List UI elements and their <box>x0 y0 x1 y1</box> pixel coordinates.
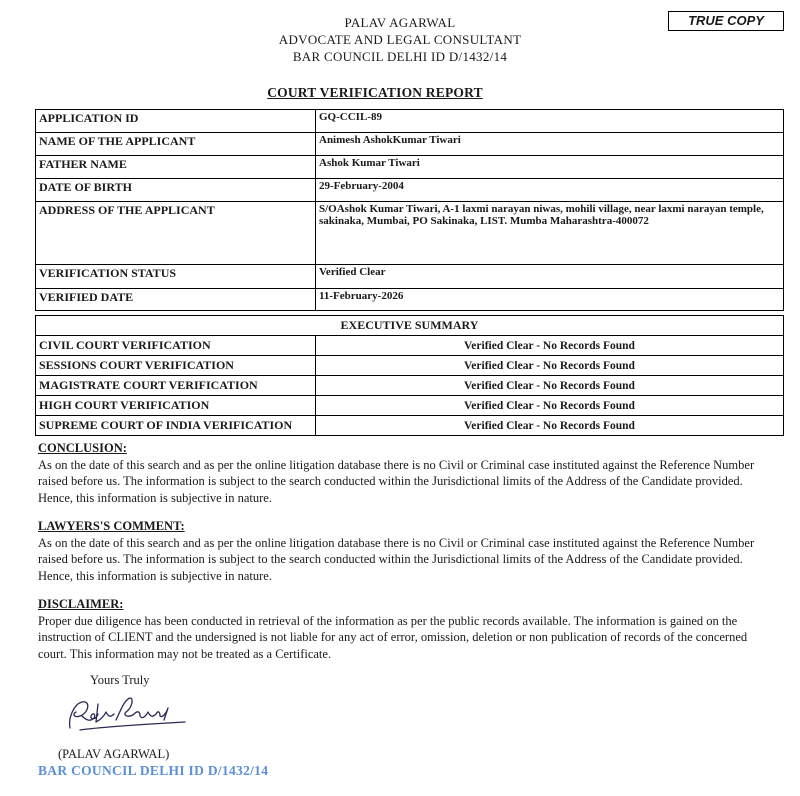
verification-status-value: Verified Clear <box>316 265 784 289</box>
handwritten-signature <box>60 690 190 740</box>
verified-date-value: 11-February-2026 <box>316 289 784 311</box>
table-row <box>36 289 784 311</box>
conclusion-heading: CONCLUSION: <box>38 441 127 455</box>
conclusion-text: As on the date of this search and as per the online litigation database there is no Civil or Criminal case instituted against the Reference Number raised before us. The information is subject to the search conducted within the Jurisdictional limits of the Address of the Candidate provided. Hence, this information is subjective in nature. <box>38 457 755 505</box>
table-row <box>36 156 784 179</box>
court-label: SESSIONS COURT VERIFICATION <box>36 356 316 376</box>
father-name-label: FATHER NAME <box>36 156 316 179</box>
executive-summary-title: EXECUTIVE SUMMARY <box>36 316 784 336</box>
father-name-value: Ashok Kumar Tiwari <box>316 156 784 179</box>
applicant-name-value: Animesh AshokKumar Tiwari <box>316 133 784 156</box>
executive-summary-table <box>35 315 784 436</box>
table-row <box>36 376 784 396</box>
report-title: COURT VERIFICATION REPORT <box>267 85 483 100</box>
table-row <box>36 336 784 356</box>
table-row <box>36 110 784 133</box>
lawyers-comment-text: As on the date of this search and as per the online litigation database there is no Civil or Criminal case instituted against the Reference Number raised before us. The information is subject to the search conducted within the Jurisdictional limits of the Address of the Candidate provided. Hence, this information is subjective in nature. <box>38 535 755 583</box>
application-id-label: APPLICATION ID <box>36 110 316 133</box>
table-row <box>36 179 784 202</box>
advocate-name: PALAV AGARWAL <box>344 15 456 30</box>
table-row <box>36 316 784 336</box>
court-result: Verified Clear - No Records Found <box>316 376 784 396</box>
applicant-name-label: NAME OF THE APPLICANT <box>36 133 316 156</box>
court-label: SUPREME COURT OF INDIA VERIFICATION <box>36 416 316 436</box>
table-row <box>36 133 784 156</box>
table-row <box>36 265 784 289</box>
closing-text: Yours Truly <box>90 673 150 687</box>
advocate-bar-id: BAR COUNCIL DELHI ID D/1432/14 <box>292 49 508 64</box>
court-label: MAGISTRATE COURT VERIFICATION <box>36 376 316 396</box>
table-row <box>36 396 784 416</box>
verified-date-label: VERIFIED DATE <box>36 289 316 311</box>
disclaimer-heading: DISCLAIMER: <box>38 597 124 611</box>
true-copy-stamp: TRUE COPY <box>668 11 784 31</box>
court-result: Verified Clear - No Records Found <box>316 416 784 436</box>
court-label: CIVIL COURT VERIFICATION <box>36 336 316 356</box>
disclaimer-text: Proper due diligence has been conducted in retrieval of the information as per the public records available. The information is gained on the instruction of CLIENT and the undersigned is not liable for any act of error, omission, deletion or non publication of records of the concerned court. This information may not be treated as a Certificate. <box>38 613 748 661</box>
address-value: S/OAshok Kumar Tiwari, A-1 laxmi narayan niwas, mohili village, near laxmi narayan temple, sakinaka, Mumbai, PO Sakinaka, LIST. Mumba Maharashtra-400072 <box>316 202 784 265</box>
court-result: Verified Clear - No Records Found <box>316 396 784 416</box>
conclusion-section <box>38 440 778 506</box>
lawyers-comment-heading: LAWYERS'S COMMENT: <box>38 519 185 533</box>
address-label: ADDRESS OF THE APPLICANT <box>36 202 316 265</box>
dob-label: DATE OF BIRTH <box>36 179 316 202</box>
dob-value: 29-February-2004 <box>316 179 784 202</box>
disclaimer-section <box>38 596 778 662</box>
signatory-bar-id: BAR COUNCIL DELHI ID D/1432/14 <box>38 763 269 778</box>
application-id-value: GQ-CCIL-89 <box>316 110 784 133</box>
court-label: HIGH COURT VERIFICATION <box>36 396 316 416</box>
lawyers-comment-section <box>38 518 778 584</box>
verification-status-label: VERIFICATION STATUS <box>36 265 316 289</box>
signatory-name: (PALAV AGARWAL) <box>58 747 170 761</box>
table-row <box>36 356 784 376</box>
advocate-role: ADVOCATE AND LEGAL CONSULTANT <box>278 32 522 47</box>
table-row <box>36 416 784 436</box>
applicant-info-table <box>35 109 784 311</box>
table-row <box>36 202 784 265</box>
court-result: Verified Clear - No Records Found <box>316 356 784 376</box>
court-result: Verified Clear - No Records Found <box>316 336 784 356</box>
